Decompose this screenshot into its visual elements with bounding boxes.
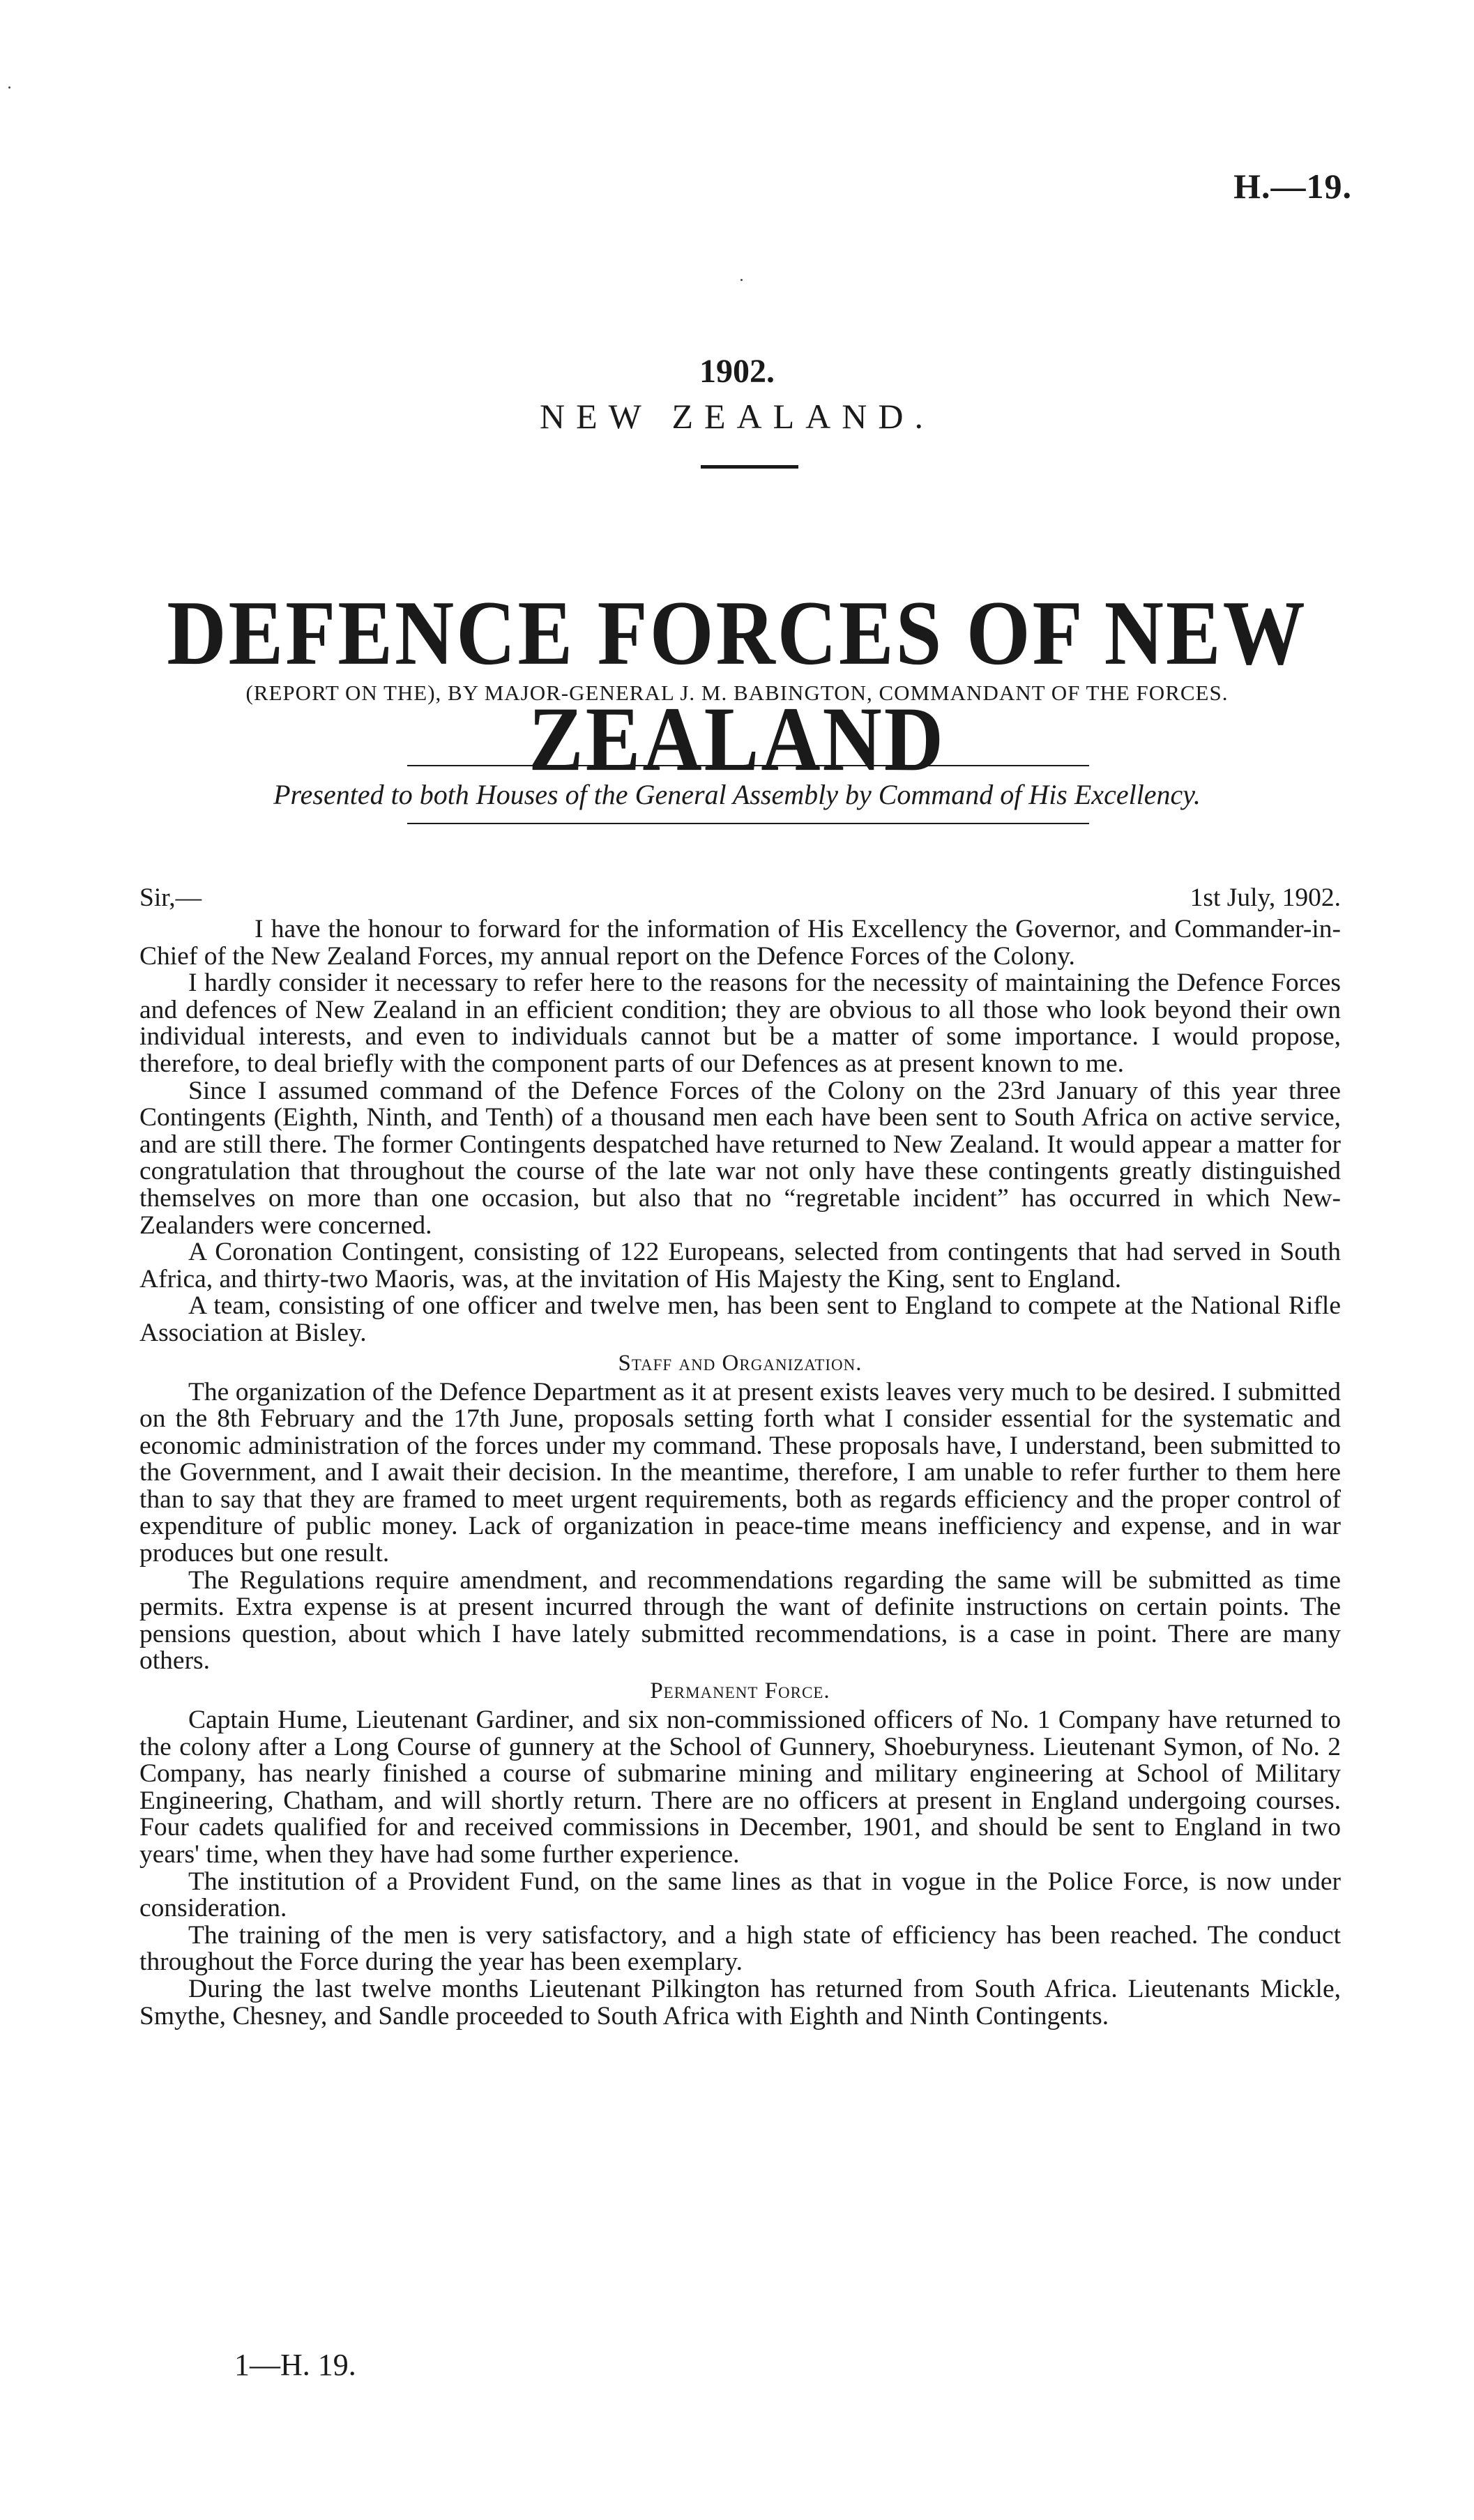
paragraph: A Coronation Contingent, consisting of 122 Europeans, selected from contingents that had served in South Africa, and thirty-two Maoris, was, at the invitation of His Majesty the King, sent to England. xyxy=(139,1238,1341,1293)
section-heading-staff: Staff and Organization. xyxy=(618,1350,863,1376)
presented-rule-top xyxy=(407,765,1089,766)
scan-speck xyxy=(8,86,10,89)
document-country: NEW ZEALAND. xyxy=(540,397,934,436)
letter-heading xyxy=(139,883,1341,918)
paragraph: The Regulations require amendment, and recommendations regarding the same will be submitted as time permits. Extra expense is at present incurred through the want of definite instructions on certain points. The pensions question, about which I have lately submitted recommendations, is a case in point. There are many others. xyxy=(139,1565,1341,1676)
letter-date: 1st July, 1902. xyxy=(1190,883,1341,912)
salutation: Sir,— xyxy=(139,883,202,912)
paragraph: During the last twelve months Lieutenant Pilkington has returned from South Africa. Lieutenants Mickle, Smythe, Chesney, and Sandle proceeded to South Africa with Eighth and Ninth Contingents. xyxy=(139,1974,1341,2031)
presented-line: Presented to both Houses of the General Assembly by Command of His Excellency. xyxy=(273,779,1201,810)
paragraph: The training of the men is very satisfactory, and a high state of efficiency has been reached. The conduct throughout the Force during the year has been exemplary. xyxy=(139,1920,1341,1977)
paragraph: I have the honour to forward for the information of His Excellency the Governor, and Commander-in-Chief of the New Zealand Forces, my annual report on the Defence Forces of the Colony. xyxy=(139,915,1341,971)
section-heading-permanent: Permanent Force. xyxy=(650,1678,830,1704)
paragraph: The organization of the Defence Department as it at present exists leaves very much to be desired. I submitted on the 8th February and the 17th June, proposals setting forth what I consider essential for the systematic and economic administration of the forces under my command. These proposals have, I understand, been submitted to the Government, and I await their decision. In the meantime, therefore, I am unable to refer further to them here than to say that they are framed to meet urgent requirements, both as regards efficiency and the proper control of expenditure of public money. Lack of organization in peace-time means inefficiency and expense, and in war produces but one result. xyxy=(139,1377,1341,1568)
presented-rule-bottom xyxy=(407,823,1089,824)
document-title: DEFENCE FORCES OF NEW ZEALAND xyxy=(167,582,1307,791)
document-reference: H.—19. xyxy=(1233,167,1352,206)
document-year: 1902. xyxy=(699,353,775,390)
paragraph: The institution of a Provident Fund, on the same lines as that in vogue in the Police Force, is now under consideration. xyxy=(139,1867,1341,1923)
scan-speck xyxy=(740,279,743,281)
paragraph: Captain Hume, Lieutenant Gardiner, and six non-commissioned officers of No. 1 Company have returned to the colony after a Long Course of gunnery at the School of Gunnery, Shoeburyness. Lieutenant Symon, of No. 2 Company, has nearly finished a course of submarine mining and military engineering at School of Military Engineering, Chatham, and will shortly return. There are no officers at present in England undergoing courses. Four cadets qualified for and received commissions in December, 1901, and should be sent to England in two years' time, when they have had some further experience. xyxy=(139,1706,1341,1869)
report-body xyxy=(139,916,1341,2030)
paragraph: A team, consisting of one officer and twelve men, has been sent to England to compete at the National Rifle Association at Bisley. xyxy=(139,1291,1341,1347)
paragraph: Since I assumed command of the Defence Forces of the Colony on the 23rd January of this year three Contingents (Eighth, Ninth, and Tenth) of a thousand men each have been sent to South Africa on active service, and are still there. The former Contingents despatched have returned to New Zealand. It would appear a matter for congratulation that throughout the course of the late war not only have these contingents greatly distinguished themselves on more than one occasion, but also that no “regretable incident” has occurred in which New-Zealanders were concerned. xyxy=(139,1076,1341,1240)
document-subtitle: (REPORT ON THE), BY MAJOR-GENERAL J. M. BABINGTON, COMMANDANT OF THE FORCES. xyxy=(245,681,1229,705)
page-signature: 1—H. 19. xyxy=(234,2348,356,2382)
paragraph: I hardly consider it necessary to refer here to the reasons for the necessity of maintaining the Defence Forces and defences of New Zealand in an efficient condition; they are obvious to all those who look beyond their own individual interests, and even to individuals cannot but be a matter of some importance. I would propose, therefore, to deal briefly with the component parts of our Defences as at present known to me. xyxy=(139,969,1341,1078)
header-divider xyxy=(701,465,798,469)
